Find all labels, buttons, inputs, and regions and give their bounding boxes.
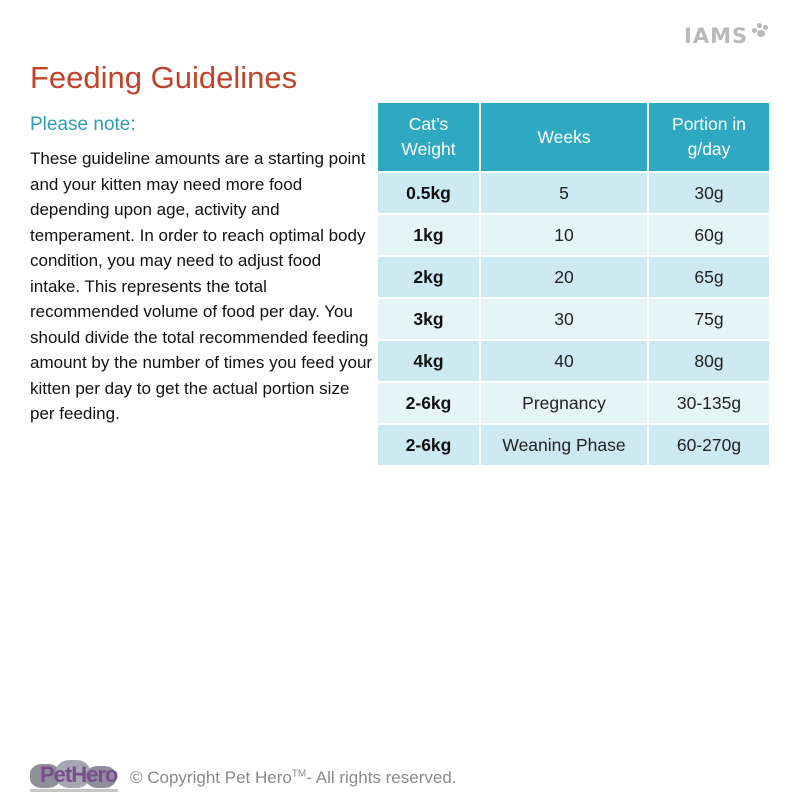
table-row bbox=[378, 340, 769, 382]
table-row bbox=[378, 298, 769, 340]
portion-cell: 60g bbox=[648, 214, 769, 256]
header-portion: Portion in g/day bbox=[648, 103, 769, 172]
weight-cell: 1kg bbox=[378, 214, 480, 256]
feeding-table bbox=[378, 103, 769, 465]
weeks-cell: 10 bbox=[480, 214, 648, 256]
weeks-cell: 40 bbox=[480, 340, 648, 382]
footer bbox=[30, 758, 457, 798]
weight-cell: 3kg bbox=[378, 298, 480, 340]
iams-logo-text: IAMS bbox=[684, 24, 749, 48]
table-row bbox=[378, 382, 769, 424]
pet-hero-logo bbox=[30, 758, 118, 798]
page-title: Feeding Guidelines bbox=[30, 60, 298, 95]
header-weeks: Weeks bbox=[480, 103, 648, 172]
table-header-row bbox=[378, 103, 769, 172]
feeding-table-container bbox=[378, 103, 769, 465]
weeks-cell: 20 bbox=[480, 256, 648, 298]
weeks-cell: 30 bbox=[480, 298, 648, 340]
paw-icon bbox=[750, 19, 770, 39]
please-note-heading: Please note: bbox=[30, 114, 136, 135]
table-row bbox=[378, 256, 769, 298]
weeks-cell: Pregnancy bbox=[480, 382, 648, 424]
portion-cell: 80g bbox=[648, 340, 769, 382]
copyright-prefix: © Copyright Pet Hero bbox=[130, 768, 292, 787]
pet-hero-logo-text: PetHero bbox=[40, 762, 118, 787]
weight-cell: 4kg bbox=[378, 340, 480, 382]
trademark-mark: TM bbox=[291, 768, 307, 780]
portion-cell: 65g bbox=[648, 256, 769, 298]
header-weight: Cat’s Weight bbox=[378, 103, 480, 172]
table-row bbox=[378, 424, 769, 465]
portion-cell: 30-135g bbox=[648, 382, 769, 424]
guideline-paragraph: These guideline amounts are a starting point and your kitten may need more food depending upon age, activity and temperament. In order to reach optimal body condition, you may need to adjust food intake. This represents the total recommended volume of food per day. You should divide the total recommended feeding amount by the number of times you feed your kitten per day to get the actual portion size per feeding. bbox=[30, 149, 373, 423]
portion-cell: 75g bbox=[648, 298, 769, 340]
weeks-cell: Weaning Phase bbox=[480, 424, 648, 465]
table-row bbox=[378, 214, 769, 256]
weight-cell: 0.5kg bbox=[378, 172, 480, 214]
weight-cell: 2-6kg bbox=[378, 424, 480, 465]
copyright-suffix: - All rights reserved. bbox=[306, 768, 457, 787]
table-row bbox=[378, 172, 769, 214]
copyright-text bbox=[130, 768, 457, 788]
weeks-cell: 5 bbox=[480, 172, 648, 214]
iams-logo bbox=[684, 24, 770, 48]
portion-cell: 60-270g bbox=[648, 424, 769, 465]
weight-cell: 2kg bbox=[378, 256, 480, 298]
weight-cell: 2-6kg bbox=[378, 382, 480, 424]
portion-cell: 30g bbox=[648, 172, 769, 214]
